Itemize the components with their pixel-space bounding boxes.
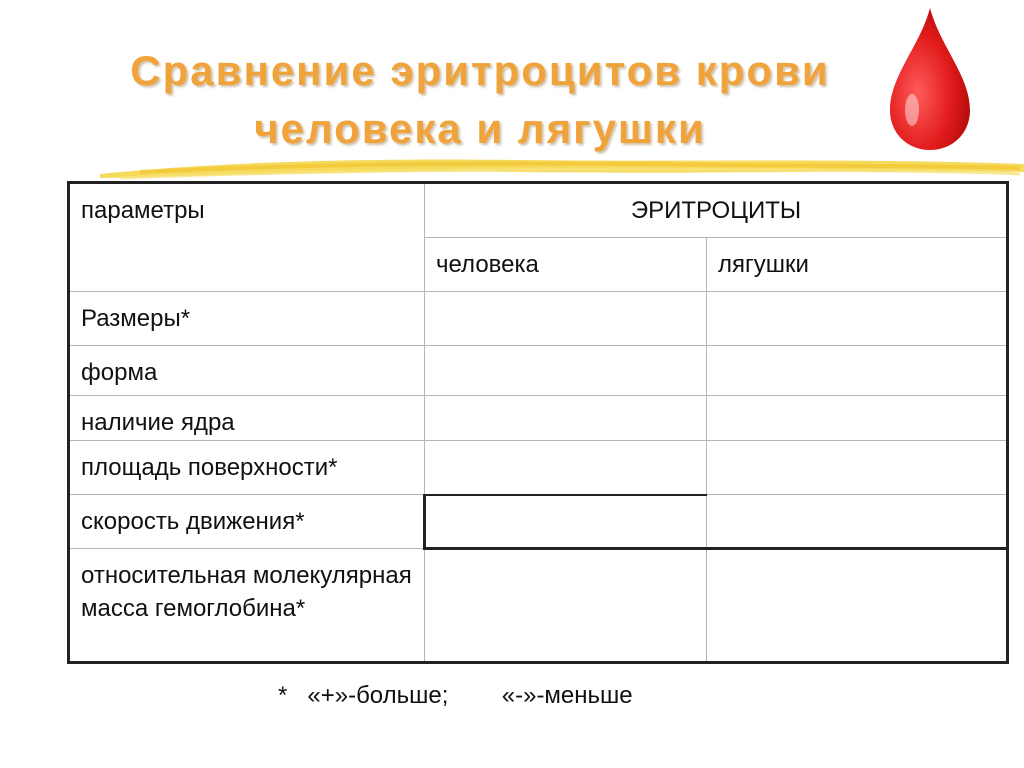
cell-human[interactable] [425, 346, 707, 396]
footnote-less: «-»-меньше [501, 682, 633, 709]
header-frog: лягушки [707, 238, 1008, 292]
cell-frog[interactable] [707, 292, 1008, 346]
row-param: относительная молекулярная масса гемоглобина* [69, 549, 425, 663]
row-param: форма [69, 346, 425, 396]
table-row [69, 441, 1008, 495]
table-row [69, 396, 1008, 441]
footnote-star: * [278, 682, 288, 709]
cell-human[interactable] [425, 441, 707, 495]
table-row [69, 549, 1008, 663]
title-line-2: человека и лягушки [254, 105, 706, 152]
row-param: Размеры* [69, 292, 425, 346]
cell-human[interactable] [425, 549, 707, 663]
table-row [69, 292, 1008, 346]
header-human: человека [425, 238, 707, 292]
page-title [60, 42, 900, 158]
table-row [69, 495, 1008, 549]
cell-human[interactable] [425, 396, 707, 441]
cell-frog[interactable] [707, 441, 1008, 495]
footnote [278, 682, 633, 710]
comparison-table [67, 181, 1009, 664]
blood-drop-icon [888, 6, 972, 152]
row-param: скорость движения* [69, 495, 425, 549]
footnote-more: «+»-больше; [307, 682, 449, 709]
cell-human[interactable] [425, 495, 707, 549]
cell-frog[interactable] [707, 549, 1008, 663]
header-params: параметры [69, 183, 425, 292]
cell-frog[interactable] [707, 396, 1008, 441]
cell-frog[interactable] [707, 495, 1008, 549]
cell-frog[interactable] [707, 346, 1008, 396]
title-line-1: Сравнение эритроцитов крови [130, 47, 830, 94]
row-param: площадь поверхности* [69, 441, 425, 495]
table-row [69, 346, 1008, 396]
header-erythrocytes: ЭРИТРОЦИТЫ [425, 183, 1008, 238]
cell-human[interactable] [425, 292, 707, 346]
row-param: наличие ядра [69, 396, 425, 441]
